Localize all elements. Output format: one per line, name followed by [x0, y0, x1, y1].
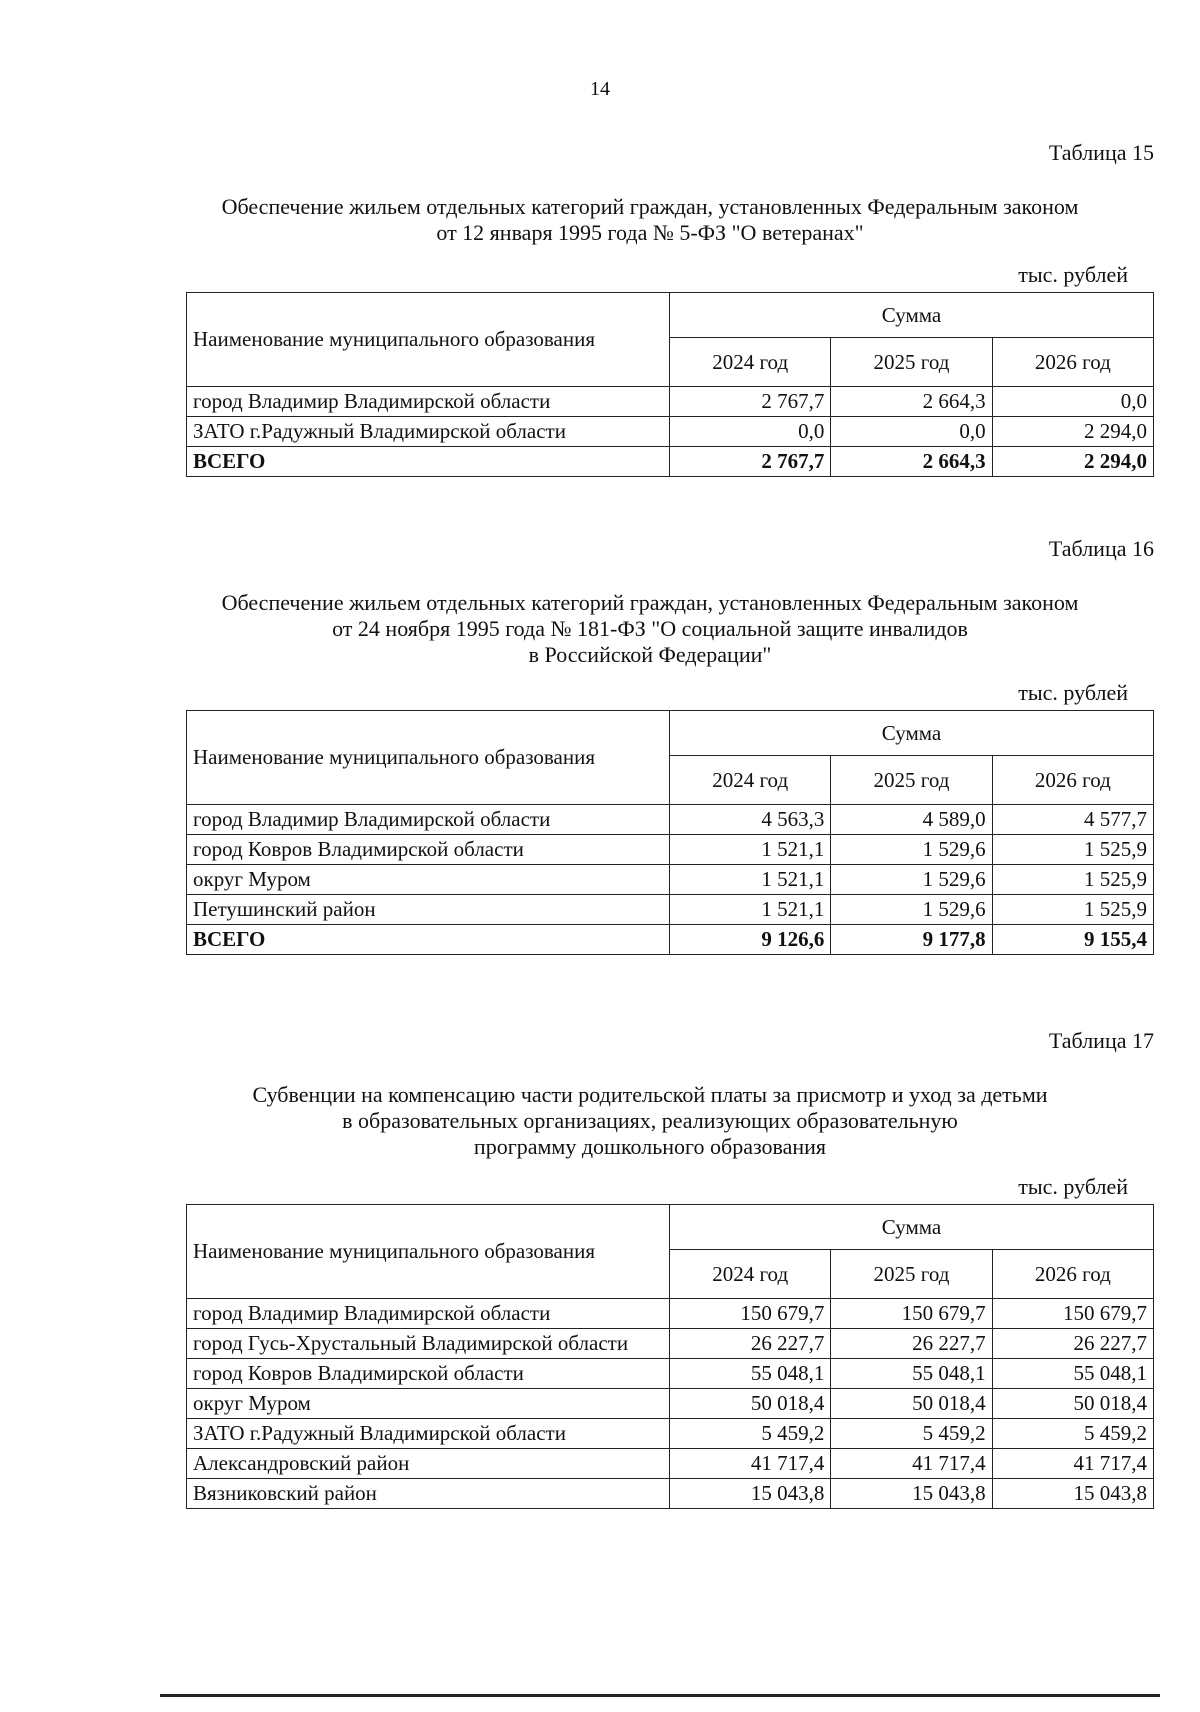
value-2026: 41 717,4 [992, 1449, 1153, 1479]
title-line: в Российской Федерации" [528, 642, 772, 667]
row-name: город Владимир Владимирской области [187, 805, 670, 835]
header-year-2024: 2024 год [670, 338, 831, 387]
title-line: Обеспечение жильем отдельных категорий граждан, установленных Федеральным законом [221, 590, 1079, 615]
table-17-title [150, 1082, 1150, 1160]
row-name: ЗАТО г.Радужный Владимирской области [187, 1419, 670, 1449]
table-row [187, 1419, 1154, 1449]
value-2025: 41 717,4 [831, 1449, 992, 1479]
table-row [187, 805, 1154, 835]
unit-label: тыс. рублей [1018, 262, 1128, 287]
row-name: Александровский район [187, 1449, 670, 1479]
row-name: округ Муром [187, 865, 670, 895]
value-2026: 0,0 [992, 387, 1153, 417]
header-sum: Сумма [670, 293, 1154, 338]
title-line: от 24 ноября 1995 года № 181-ФЗ "О социальной защите инвалидов [332, 616, 968, 641]
value-2025: 26 227,7 [831, 1329, 992, 1359]
value-2025: 1 529,6 [831, 835, 992, 865]
value-2024: 15 043,8 [670, 1479, 831, 1509]
page-number: 14 [590, 78, 610, 100]
total-label: ВСЕГО [187, 925, 670, 955]
unit-label: тыс. рублей [1018, 1174, 1128, 1199]
row-name: Вязниковский район [187, 1479, 670, 1509]
table-15-label: Таблица 15 [1048, 140, 1154, 165]
header-year-2026: 2026 год [992, 1250, 1153, 1299]
table-17 [186, 1204, 1154, 1509]
total-2026: 2 294,0 [992, 447, 1153, 477]
value-2026: 4 577,7 [992, 805, 1153, 835]
row-name: ЗАТО г.Радужный Владимирской области [187, 417, 670, 447]
value-2025: 0,0 [831, 417, 992, 447]
total-2025: 2 664,3 [831, 447, 992, 477]
table-16 [186, 710, 1154, 955]
value-2024: 26 227,7 [670, 1329, 831, 1359]
value-2025: 1 529,6 [831, 865, 992, 895]
title-line: Обеспечение жильем отдельных категорий граждан, установленных Федеральным законом [221, 194, 1079, 219]
value-2024: 1 521,1 [670, 895, 831, 925]
header-year-2025: 2025 год [831, 1250, 992, 1299]
value-2026: 1 525,9 [992, 865, 1153, 895]
table-row [187, 387, 1154, 417]
row-name: город Владимир Владимирской области [187, 1299, 670, 1329]
total-row [187, 925, 1154, 955]
header-year-2026: 2026 год [992, 338, 1153, 387]
value-2026: 5 459,2 [992, 1419, 1153, 1449]
value-2025: 2 664,3 [831, 387, 992, 417]
row-name: город Владимир Владимирской области [187, 387, 670, 417]
table-row [187, 1449, 1154, 1479]
value-2024: 4 563,3 [670, 805, 831, 835]
table-16-title [150, 590, 1150, 668]
table-row [187, 895, 1154, 925]
row-name: Петушинский район [187, 895, 670, 925]
value-2026: 150 679,7 [992, 1299, 1153, 1329]
table-15 [186, 292, 1154, 477]
value-2024: 5 459,2 [670, 1419, 831, 1449]
header-name-col: Наименование муниципального образования [187, 293, 670, 387]
value-2025: 150 679,7 [831, 1299, 992, 1329]
header-sum: Сумма [670, 1205, 1154, 1250]
table-row [187, 1359, 1154, 1389]
total-row [187, 447, 1154, 477]
value-2024: 41 717,4 [670, 1449, 831, 1479]
value-2025: 1 529,6 [831, 895, 992, 925]
value-2024: 2 767,7 [670, 387, 831, 417]
title-line: Субвенции на компенсацию части родительской платы за присмотр и уход за детьми [252, 1082, 1048, 1107]
value-2026: 26 227,7 [992, 1329, 1153, 1359]
value-2024: 1 521,1 [670, 865, 831, 895]
bottom-rule [160, 1694, 1160, 1697]
header-name-col: Наименование муниципального образования [187, 711, 670, 805]
value-2026: 15 043,8 [992, 1479, 1153, 1509]
header-name-col: Наименование муниципального образования [187, 1205, 670, 1299]
table-row [187, 1329, 1154, 1359]
row-name: округ Муром [187, 1389, 670, 1419]
value-2026: 2 294,0 [992, 417, 1153, 447]
value-2024: 55 048,1 [670, 1359, 831, 1389]
title-line: в образовательных организациях, реализующих образовательную [342, 1108, 958, 1133]
value-2024: 50 018,4 [670, 1389, 831, 1419]
value-2026: 1 525,9 [992, 895, 1153, 925]
value-2026: 1 525,9 [992, 835, 1153, 865]
total-2025: 9 177,8 [831, 925, 992, 955]
header-year-2024: 2024 год [670, 756, 831, 805]
table-row [187, 1479, 1154, 1509]
table-17-label: Таблица 17 [1048, 1028, 1154, 1053]
row-name: город Ковров Владимирской области [187, 835, 670, 865]
header-year-2024: 2024 год [670, 1250, 831, 1299]
title-line: программу дошкольного образования [473, 1134, 827, 1159]
total-2024: 2 767,7 [670, 447, 831, 477]
table-row [187, 1389, 1154, 1419]
header-year-2025: 2025 год [831, 756, 992, 805]
total-label: ВСЕГО [187, 447, 670, 477]
value-2025: 55 048,1 [831, 1359, 992, 1389]
total-2024: 9 126,6 [670, 925, 831, 955]
table-16-label: Таблица 16 [1048, 536, 1154, 561]
table-row [187, 417, 1154, 447]
table-row [187, 1299, 1154, 1329]
row-name: город Ковров Владимирской области [187, 1359, 670, 1389]
title-line: от 12 января 1995 года № 5-ФЗ "О ветеранах" [436, 220, 864, 245]
value-2026: 55 048,1 [992, 1359, 1153, 1389]
table-row [187, 835, 1154, 865]
table-15-title [150, 194, 1150, 246]
row-name: город Гусь-Хрустальный Владимирской области [187, 1329, 670, 1359]
table-row [187, 865, 1154, 895]
value-2025: 15 043,8 [831, 1479, 992, 1509]
header-sum: Сумма [670, 711, 1154, 756]
value-2025: 50 018,4 [831, 1389, 992, 1419]
header-year-2026: 2026 год [992, 756, 1153, 805]
value-2026: 50 018,4 [992, 1389, 1153, 1419]
value-2025: 4 589,0 [831, 805, 992, 835]
unit-label: тыс. рублей [1018, 680, 1128, 705]
value-2024: 1 521,1 [670, 835, 831, 865]
value-2024: 150 679,7 [670, 1299, 831, 1329]
header-year-2025: 2025 год [831, 338, 992, 387]
value-2025: 5 459,2 [831, 1419, 992, 1449]
total-2026: 9 155,4 [992, 925, 1153, 955]
value-2024: 0,0 [670, 417, 831, 447]
